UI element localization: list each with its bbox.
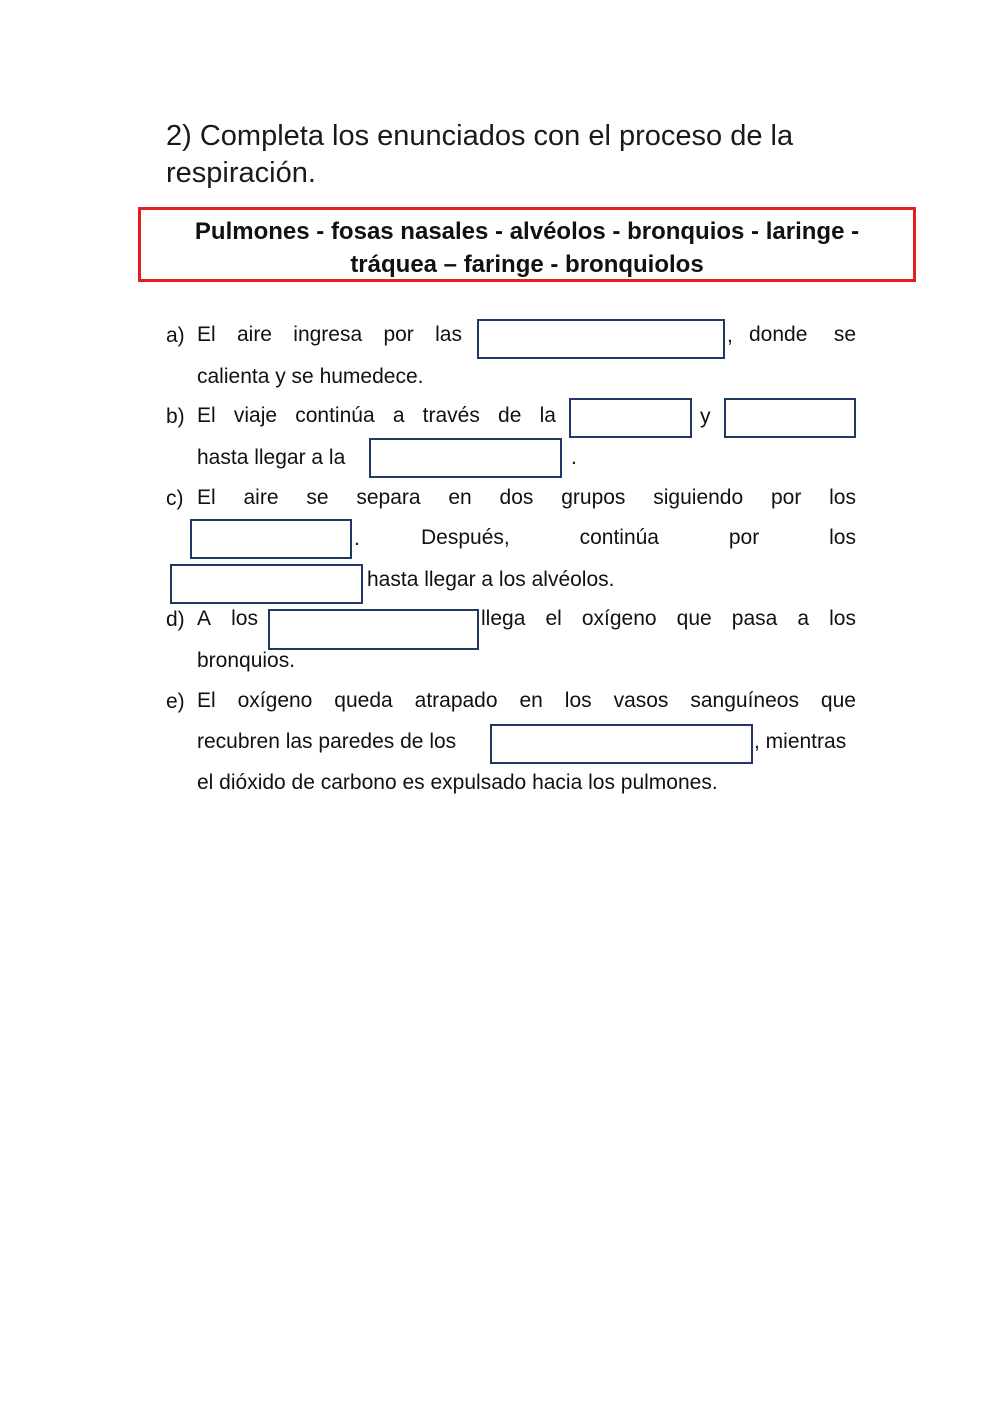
word: ingresa: [293, 323, 363, 346]
item-c-marker: c): [166, 487, 184, 510]
word: los: [231, 607, 258, 630]
word: se: [306, 486, 329, 509]
word: que: [676, 607, 712, 630]
word: se: [833, 323, 856, 346]
word: grupos: [561, 486, 626, 509]
word: atrapado: [414, 689, 498, 712]
word: separa: [356, 486, 421, 509]
word: por: [728, 526, 760, 549]
word: los: [829, 526, 856, 549]
item-c-line2-right: [421, 526, 856, 550]
word: de: [498, 404, 522, 427]
item-a-line1-right: [749, 323, 856, 347]
item-e-marker: e): [166, 690, 185, 713]
word: través: [422, 404, 480, 427]
word-bank-line2: tráquea – faringe - bronquiolos: [350, 251, 704, 278]
exercise-heading-line1: 2) Completa los enunciados con el proceso de la: [166, 120, 794, 152]
blank-a1-input[interactable]: [477, 319, 725, 359]
word: El: [197, 404, 216, 427]
item-a-marker: a): [166, 324, 185, 347]
blank-b2-input[interactable]: [724, 398, 856, 438]
word-bank-box: [138, 207, 916, 282]
word-bank-line1: Pulmones - fosas nasales - alvéolos - bronquios - laringe -: [194, 218, 860, 245]
word: El: [197, 323, 216, 346]
item-e-line2: recubren las paredes de los: [197, 730, 457, 753]
item-d-marker: d): [166, 608, 185, 631]
word: en: [448, 486, 472, 509]
word: oxígeno: [581, 607, 657, 630]
word: dos: [499, 486, 534, 509]
word: vasos: [613, 689, 669, 712]
word: siguiendo: [653, 486, 744, 509]
exercise-heading-line2: respiración.: [166, 157, 316, 189]
word: los: [564, 689, 592, 712]
blank-c2-input[interactable]: [170, 564, 363, 604]
item-d-line1-right: [481, 607, 856, 631]
item-e-line3: el dióxido de carbono es expulsado hacia los pulmones.: [197, 771, 718, 794]
blank-b1-input[interactable]: [569, 398, 692, 438]
word: los: [829, 486, 856, 509]
word: queda: [334, 689, 393, 712]
word: El: [197, 689, 216, 712]
blank-c1-input[interactable]: [190, 519, 352, 559]
word: viaje: [233, 404, 278, 427]
word: aire: [236, 323, 272, 346]
item-b-line2: hasta llegar a la: [197, 446, 346, 469]
blank-d1-input[interactable]: [268, 609, 479, 650]
word: A: [197, 607, 212, 630]
word: las: [435, 323, 462, 346]
word: Después,: [421, 526, 510, 549]
item-d-line2: bronquios.: [197, 649, 296, 672]
word: El: [197, 486, 216, 509]
word: pasa: [731, 607, 778, 630]
word: donde: [749, 323, 808, 346]
item-b-period: .: [571, 446, 577, 469]
item-c-period: .: [354, 527, 360, 550]
item-d-line1-left: [197, 607, 258, 631]
word: continúa: [579, 526, 659, 549]
word: por: [383, 323, 414, 346]
word: por: [770, 486, 802, 509]
word: los: [829, 607, 856, 630]
item-e-after: , mientras: [754, 730, 847, 753]
word: que: [820, 689, 856, 712]
word: la: [539, 404, 556, 427]
word: en: [519, 689, 543, 712]
item-b-y: y: [700, 405, 711, 428]
item-e-line1: [197, 689, 856, 713]
word: oxígeno: [237, 689, 313, 712]
blank-e1-input[interactable]: [490, 724, 753, 764]
word: a: [392, 404, 405, 427]
word: el: [545, 607, 562, 630]
item-c-line3: hasta llegar a los alvéolos.: [367, 568, 615, 591]
item-b-marker: b): [166, 405, 185, 428]
word: a: [797, 607, 810, 630]
item-a-comma: ,: [727, 324, 733, 347]
item-c-line1: [197, 486, 856, 510]
word: aire: [243, 486, 279, 509]
item-a-line1-left: [197, 323, 462, 347]
word: continúa: [295, 404, 375, 427]
item-b-line1-left: [197, 404, 556, 428]
blank-b3-input[interactable]: [369, 438, 562, 478]
word: llega: [481, 607, 526, 630]
item-a-line2: calienta y se humedece.: [197, 365, 424, 388]
word: sanguíneos: [690, 689, 799, 712]
